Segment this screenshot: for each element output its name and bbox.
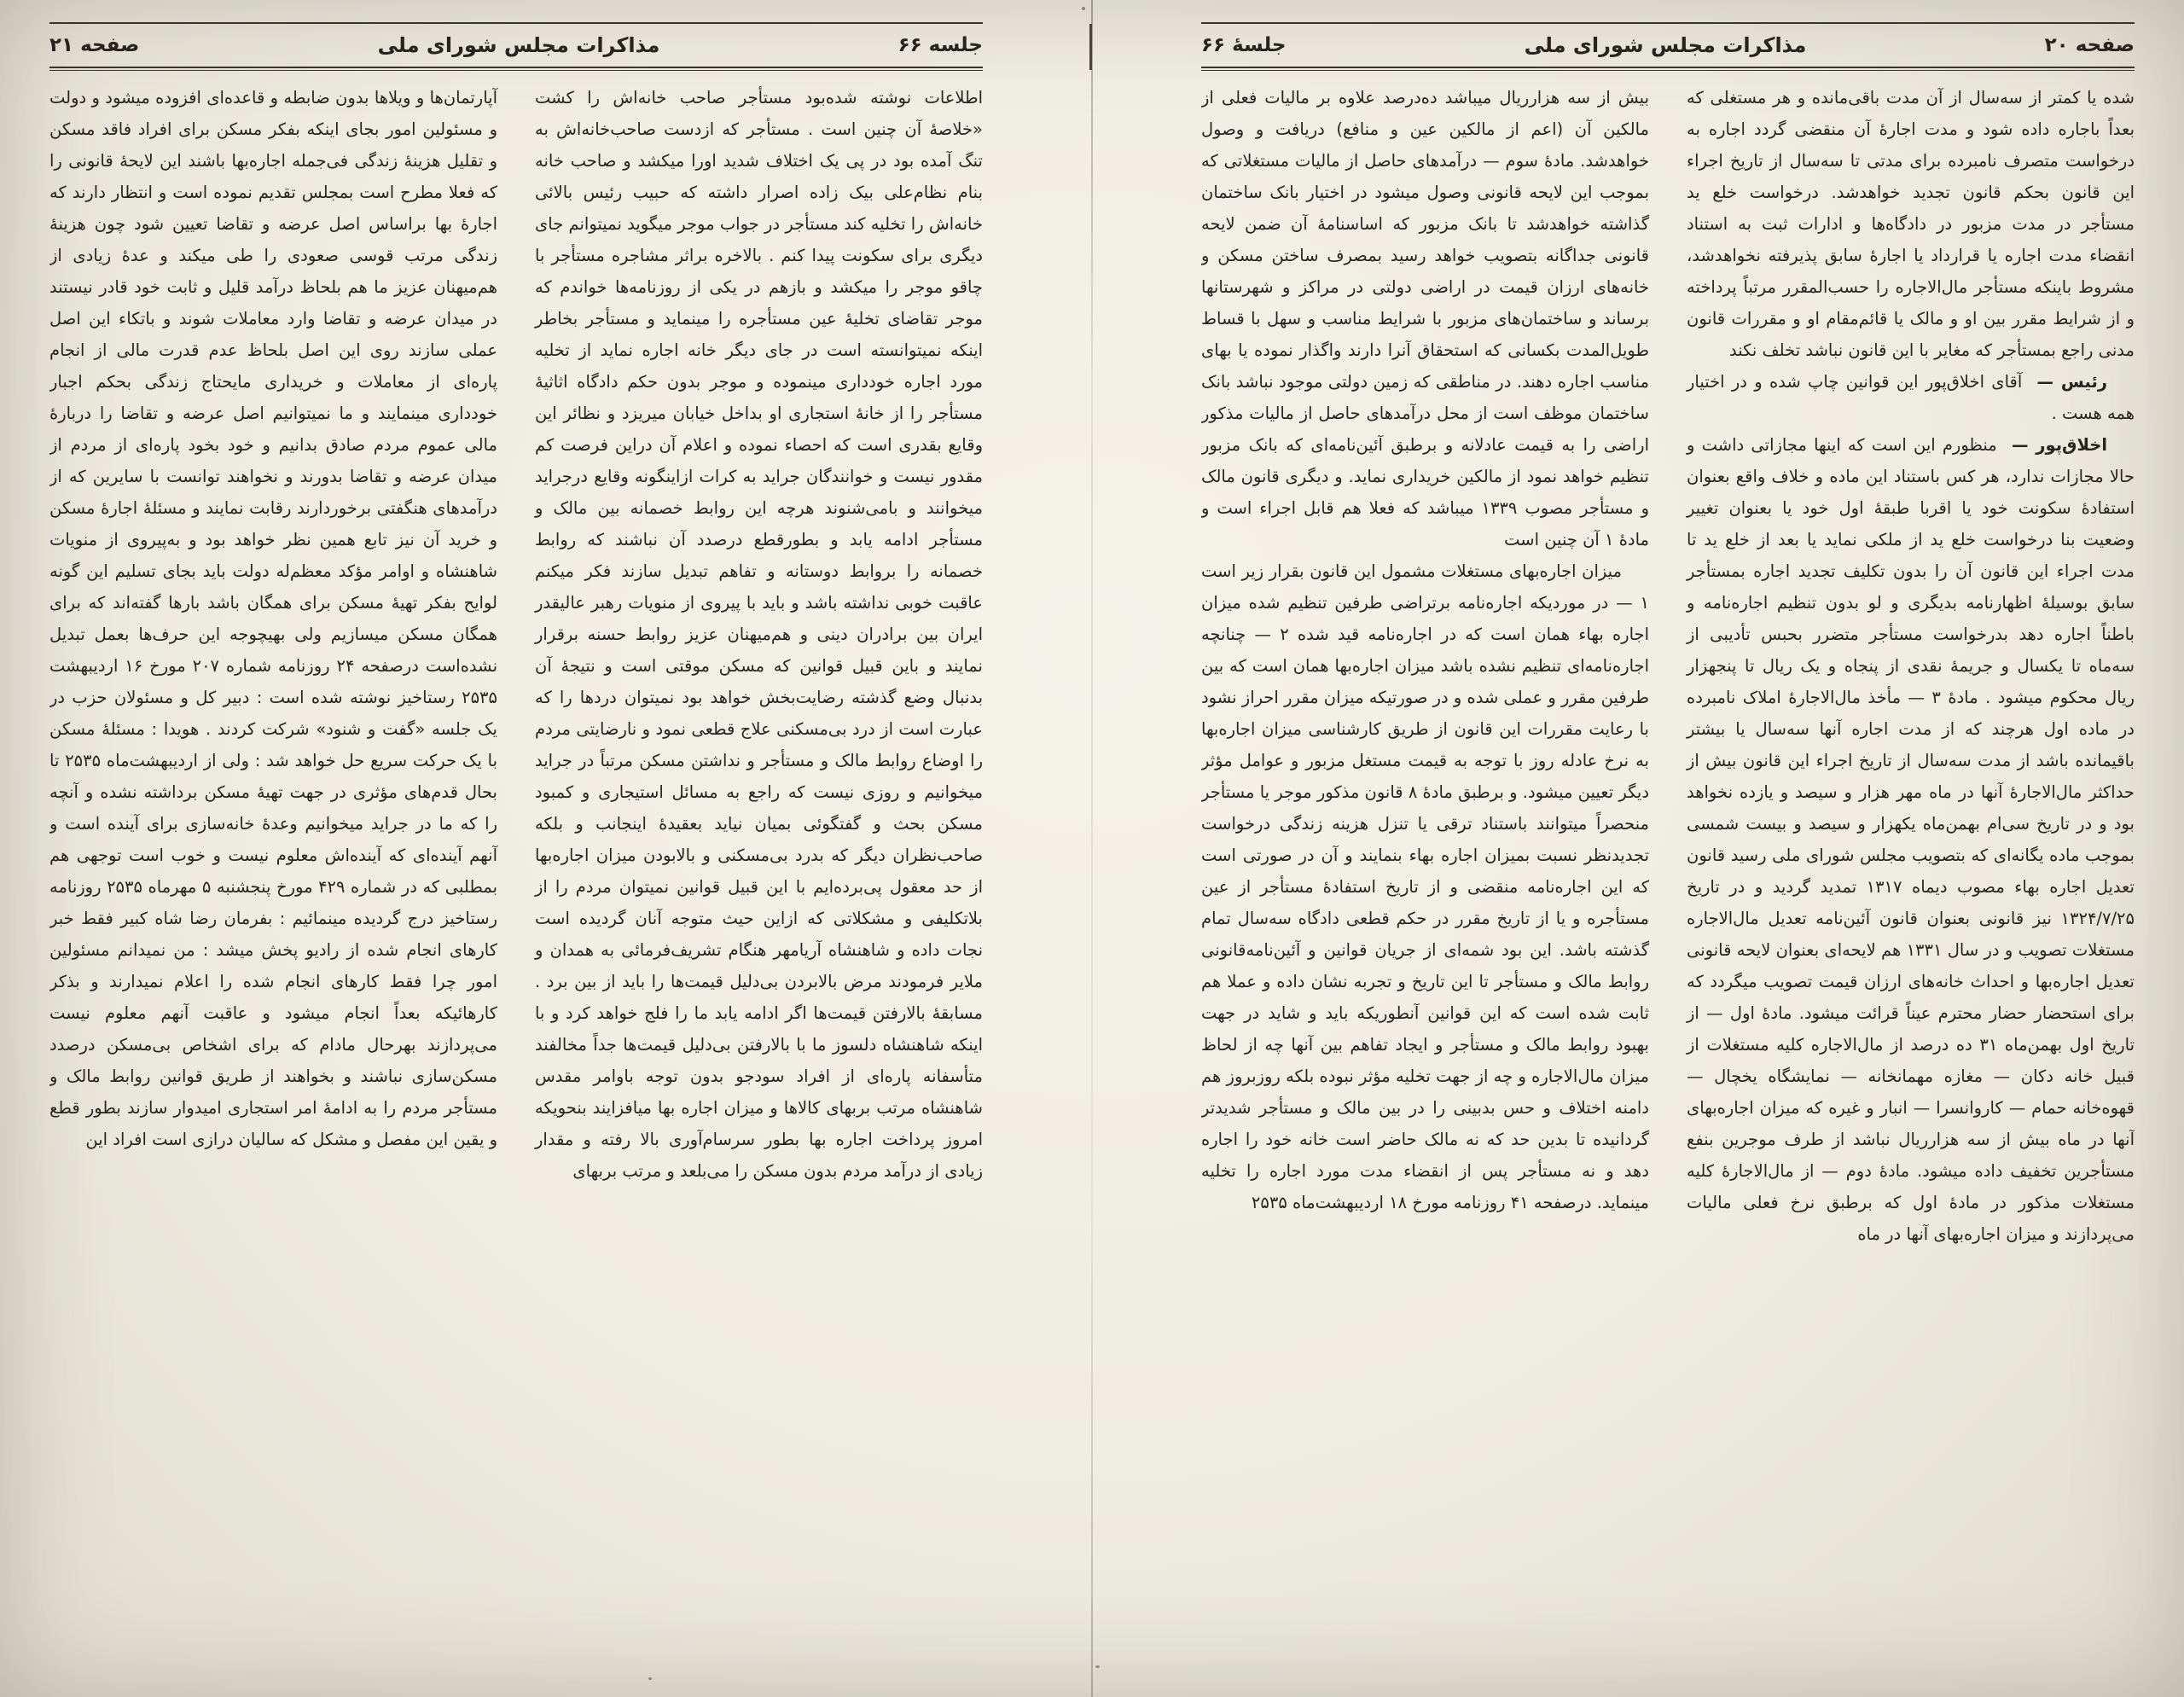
- text-column: [49, 82, 497, 1651]
- paragraph: [1201, 555, 1649, 1218]
- page-number: صفحه ۲۱: [49, 34, 140, 56]
- paragraph: [1687, 82, 2135, 366]
- page-20-header: [1201, 22, 2135, 68]
- paragraph: [49, 82, 497, 1155]
- scan-artifact: [648, 1677, 652, 1680]
- page-21-header: [49, 22, 983, 68]
- speaker-name: رئیس —: [2036, 372, 2107, 392]
- page-number: صفحه ۲۰: [2044, 34, 2135, 56]
- paragraph: [1201, 82, 1649, 555]
- journal-title: مذاکرات مجلس شورای ملی: [377, 33, 660, 57]
- page-20: [1092, 0, 2184, 1697]
- paragraph: [1687, 366, 2135, 429]
- page-21-columns: [49, 82, 983, 1651]
- journal-title: مذاکرات مجلس شورای ملی: [1524, 33, 1807, 57]
- paragraph-text: بیش از سه هزارریال میباشد ده‌درصد علاوه بر مالیات فعلی از مالکین آن (اعم از مالکین عین و منافع) دریافت و وصول خواهدشد. مادهٔ سوم — درآمدهای حاصل از مالیات مستغلاتی که بموجب این لایحه قانونی وصول میشود در اختیار بانک ساختمان گذاشته خواهدشد تا بانک مزبور که اساسنامهٔ آن ضمن لایحه قانونی جداگانه بتصویب خواهد رسید بمصرف ساختن مسکن و خانه‌های ارزان قیمت در اراضی دولتی در مراکز و شهرستانها برساند و ساختمان‌های مزبور با شرایط مناسب و سهل با قساط طویل‌المدت بکسانی که استحقاق آنرا دارند واگذار نموده یا بهای مناسب اجاره دهند. در مناطقی که زمین دولتی موجود نباشد بانک ساختمان موظف است از محل درآمدهای حاصل از مالیات مذکور اراضی را به قیمت عادلانه و برطبق آئین‌نامه‌ای که بانک مزبور تنظیم خواهد نمود از مالکین خریداری نماید. و دیگری قانون مالک و مستأجر مصوب ۱۳۳۹ میباشد که فعلا هم قابل اجراء است و مادهٔ ۱ آن چنین است: [1201, 88, 1649, 549]
- paragraph-text: اطلاعات نوشته شده‌بود مستأجر صاحب خانه‌اش را کشت «خلاصهٔ آن چنین است . مستأجر که ازدست صاحب‌خانه‌اش به تنگ آمده بود در پی یک اختلاف شدید اورا میکشد و صاحب خانه بنام نظام‌علی بیک زاده اصرار داشته که حبیب رئیس بالائی خانه‌اش را تخلیه کند مستأجر در جواب موجر میگوید نمیتوانم جای دیگری برای سکونت پیدا کنم . بالاخره براثر مشاجره مستأجر با چاقو موجر را میکشد و بازهم در یکی از روزنامه‌ها خواندم که موجر تقاضای تخلیهٔ عین مستأجره را مینماید و مستأجر بخاطر اینکه نمیتوانسته است در جای دیگر خانه اجاره نماید از تخلیه مورد اجاره خودداری مینموده و موجر بدون حکم دادگاه اثاثیهٔ مستأجر را از خانهٔ استجاری او بداخل خیابان میریزد و نظائر این وقایع بقدری است که احصاء نموده و اعلام آن دراین فرصت کم مقدور نیست و خوانندگان جراید به کرات ازاینگونه وقایع درجراید میخوانند و بامی‌شنوند هرچه این روابط خصمانه بین مالک و مستأجر ادامه یابد و بطورقطع درصدد آن نباشند که روابط خصمانه را بروابط دوستانه و تفاهم تبدیل سازند فکر میکنم عاقبت خوبی نداشته باشد و باید با پیروی از منویات رهبر عالیقدر ایران بین برادران دینی و هم‌میهنان عزیز روابط حسنه برقرار نمایند و باین قبیل قوانین که مسکن موقتی است و نتیجهٔ آن بدنبال وضع گذشته رضایت‌بخش خواهد بود نمیتوان دردها را که عبارت است از درد بی‌مسکنی علاج قطعی نمود و نارضایتی مردم را اوضاع روابط مالک و مستأجر و نداشتن مسکن مرتباً در جراید میخوانیم و روزی نیست که راجع به مسائل استیجاری و کمبود مسکن بحث و گفتگوئی بمیان نیاید بعقیدهٔ اینجانب و بلکه صاحب‌نظران دیگر که بدرد بی‌مسکنی و بالابودن میزان اجاره‌بها از حد معقول پی‌برده‌ایم با این قبیل قوانین نمیتوان مردم را از بلاتکلیفی و مشکلاتی که ازاین حیث متوجه آنان گردیده است نجات داده و شاهنشاه آریامهر هنگام تشریف‌فرمائی به همدان و ملایر فرمودند مرض بالابردن بی‌دلیل قیمت‌ها را باید از بین برد . مسابقهٔ بالارفتن قیمت‌ها اگر ادامه یابد ما را فلج خواهد کرد و با اینکه شاهنشاه دلسوز ما با بالارفتن بی‌دلیل قیمت‌ها جداً مخالفند متأسفانه پاره‌ای از افراد سودجو بدون توجه باوامر مقدس شاهنشاه مرتب بربهای کالاها و میزان اجاره بها میافزایند بنحویکه امروز پرداخت اجاره بها بطور سرسام‌آوری بالا رفته و مقدار زیادی از درآمد مردم بدون مسکن را می‌بلعد و مرتب بربهای: [535, 88, 983, 1181]
- paragraph-text: آپارتمان‌ها و ویلاها بدون ضابطه و قاعده‌ای افزوده میشود و دولت و مسئولین امور بجای اینکه بفکر مسکن برای افراد فاقد مسکن و تقلیل هزینهٔ زندگی فی‌جمله اجاره‌بها باشند این لایحهٔ قانونی را که فعلا مطرح است بمجلس تقدیم نموده است و انتظار دارند که اجارهٔ بها براساس اصل عرضه و تقاضا تعیین شود چون هزینهٔ زندگی مرتب قوسی صعودی را طی میکند و عدهٔ زیادی از هم‌میهنان عزیز ما هم بلحاظ درآمد قلیل و ثابت خود قادر نیستند در میدان عرضه و تقاضا وارد معاملات شوند و باتکاء این اصل عملی سازند روی این اصل بلحاظ عدم قدرت مالی از انجام پاره‌ای از معاملات و خریداری مایحتاج زندگی بحکم اجبار خودداری مینمایند و ما نمیتوانیم اصل عرضه و تقاضا را دربارهٔ مالی عموم مردم صادق بدانیم و خود بخود پاره‌ای از مردم از میدان عرضه و تقاضا بدورند و نخواهند توانست با سایرین که از درآمدهای هنگفتی برخوردارند رقابت نمایند و مسئلهٔ اجارهٔ مسکن و خرید آن نیز تابع همین نظر خواهد بود و به‌پیروی از منویات شاهنشاه و اوامر مؤکد معظم‌له دولت باید بجای تسلیم این گونه لوایح بفکر تهیهٔ مسکن برای همگان باشد بارها گفته‌اند که برای همگان مسکن میسازیم ولی بهیچوجه این حرف‌ها بعمل تبدیل نشده‌است درصفحه ۲۴ روزنامه شماره ۲۰۷ مورخ ۱۶ اردیبهشت ۲۵۳۵ رستاخیز نوشته شده است : دبیر کل و مسئولان حزب در یک جلسه «گفت و شنود» شرکت کردند . هویدا : مسئلهٔ مسکن با یک حرکت سریع حل خواهد شد : ولی از اردیبهشت‌ماه ۲۵۳۵ تا بحال قدم‌های مؤثری در جهت تهیهٔ مسکن برداشته نشده و آنچه را که ما در جراید میخوانیم وعدهٔ خانه‌سازی برای آینده است و آنهم آینده‌ای که آینده‌اش معلوم نیست و خوب است توجهی هم بمطلبی که در شماره ۴۲۹ مورخ پنجشنبه ۵ مهرماه ۲۵۳۵ روزنامه رستاخیز درج گردیده مینمائیم : بفرمان رضا شاه کبیر فقط خبر کارهای انجام شده از رادیو پخش میشد : من نمیدانم مسئولین امور چرا فقط کارهای انجام شده را اعلام نمیدارند و بذکر کارهائیکه بعداً انجام میشود و عاقبت آنهم معلوم نیست می‌پردازند بهرحال مادام که برای اشخاص بی‌مسکن درصدد مسکن‌سازی نباشند و بخواهند از طریق قوانین روابط مالک و مستأجر مردم را به ادامهٔ امر استجاری امیدوار سازند بطور قطع و یقین این مفصل و مشکل که سالیان درازی است افراد این: [49, 88, 498, 1149]
- paragraph-text: میزان اجاره‌بهای مستغلات مشمول این قانون بقرار زیر است ۱ — در موردیکه اجاره‌نامه برتراضی طرفین تنظیم شده میزان اجاره بهاء همان است که در اجاره‌نامه قید شده ۲ — چنانچه اجاره‌نامه‌ای تنظیم نشده باشد میزان اجاره‌بها همان است که بین طرفین مقرر و عملی شده و در صورتیکه میزان مقرر احراز نشود با رعایت مقررات این قانون از طریق کارشناسی میزان اجاره‌بها به نرخ عادله روز با توجه به قیمت مستغل مزبور و عوامل مؤثر دیگر تعیین میشود. و برطبق مادهٔ ۸ قانون مذکور موجر یا مستأجر منحصراً میتوانند باستناد ترقی یا تنزل هزینه زندگی درخواست تجدیدنظر نسبت بمیزان اجاره بهاء بنمایند و آن در صورتی است که این اجاره‌نامه منقضی و از تاریخ استفادهٔ مستأجر از عین مستأجره و یا از تاریخ مقرر در حکم قطعی دادگاه سه‌سال تمام گذشته باشد. این بود شمه‌ای از جریان قوانین و آئین‌نامه‌قانونی روابط مالک و مستأجر تا این تاریخ و تجربه نشان داده و عملا هم ثابت شده است که این قوانین آنطوریکه باید و شاید در جهت بهبود روابط مالک و مستأجر و ایجاد تفاهم بین آنها چه از لحاظ میزان مال‌الاجاره و چه از جهت تخلیه مؤثر نبوده بلکه روزبروز هم دامنه اختلاف و حس بدبینی را در بین مالک و مستأجر شدیدتر گردانیده تا بدین حد که نه مالک حاضر است خانه خود را اجاره دهد و نه مستأجر پس از انقضاء مدت مورد اجاره را تخلیه مینماید. درصفحه ۴۱ روزنامه مورخ ۱۸ اردیبهشت‌ماه ۲۵۳۵: [1201, 561, 1650, 1212]
- text-column: [535, 82, 983, 1651]
- speaker-name: اخلاق‌پور —: [2011, 435, 2108, 455]
- page-20-columns: [1201, 82, 2135, 1651]
- session-label: جلسهٔ ۶۶: [1201, 34, 1287, 56]
- paragraph-text: شده یا کمتر از سه‌سال از آن مدت باقی‌مانده و هر مستغلی که بعداً باجاره داده شود و مدت اجارهٔ آن منقضی گردد اجاره به درخواست متصرف نامبرده برای مدتی تا سه‌سال از تاریخ اجراء این قانون بحکم قانون تجدید خواهدشد. درخواست خلع ید مستأجر در مدت مزبور در دادگاه‌ها و ادارات ثبت به استناد انقضاء مدت اجاره یا قرارداد یا اجارهٔ سابق پذیرفته نخواهدشد، مشروط باینکه مستأجر مال‌الاجاره را حسب‌المقرر مرتباً پرداخته و از شرایط مقرر بین او و مالک یا قائم‌مقام او و مقررات قانون مدنی راجع بمستأجر که مغایر با این قانون نباشد تخلف نکند: [1687, 88, 2135, 360]
- scan-artifact: [1082, 7, 1085, 10]
- fold-mark: [1089, 24, 1092, 70]
- paragraph: [535, 82, 983, 1187]
- paragraph-text: آقای اخلاق‌پور این قوانین چاپ شده و در اختیار همه هست .: [1687, 372, 2135, 423]
- page-fold-line: [1091, 0, 1093, 1697]
- paragraph-text: منظورم این است که اینها مجازاتی داشت و حالا مجازات ندارد، هر کس باستناد این ماده و خلاف واقع بعنوان استفادهٔ سکونت خود یا اقربا طبقهٔ اول خود یا بعنوان تغییر وضعیت بنا درخواست خلع ید از ملکی نماید یا بعد از خلع ید تا مدت اجراء این قانون آن را بدون تکلیف تجدید اجاره بمستأجر سابق بوسیلهٔ اظهارنامه بدیگری و لو بدون تنظیم اجاره‌نامه و باطناً اجاره دهد بدرخواست مستأجر متضرر بحبس تأدیبی از سه‌ماه تا یکسال و جریمهٔ نقدی از پنجاه و یک ریال تا پنجهزار ریال محکوم میشود . مادهٔ ۳ — مأخذ مال‌الاجارهٔ املاک نامبرده در ماده اول هرچند که از مدت اجاره آنها سه‌سال یا بیشتر باقیمانده باشد از مدت سه‌سال از تاریخ اجراء این قانون بیش از حداکثر مال‌الاجارهٔ آنها در ماه مهر هزار و سیصد و یازده نخواهد بود و در تاریخ سی‌ام بهمن‌ماه یکهزار و سیصد و بیست شمسی بموجب ماده یگانه‌ای که بتصویب مجلس شورای ملی رسید قانون تعدیل اجاره بهاء مصوب دیماه ۱۳۱۷ تمدید گردید و در تاریخ ۱۳۲۴/۷/۲۵ نیز قانونی بعنوان قانون آئین‌نامه تعدیل مال‌الاجاره مستغلات تصویب و در سال ۱۳۳۱ هم لایحه‌ای بعنوان لایحه قانونی تعدیل اجاره‌بها و احداث خانه‌های ارزان قیمت تصویب میگردد که برای استحضار حضار محترم عیناً قرائت میشود. مادهٔ اول — از تاریخ اول بهمن‌ماه ۳۱ ده درصد از مال‌الاجاره کلیه مستغلات از قبیل خانه دکان — مغازه مهمانخانه — نمایشگاه یخچال — قهوه‌خانه حمام — کاروانسرا — انبار و غیره که میزان اجاره‌بهای آنها در ماه بیش از سه هزارریال نباشد از طرف موجرین بنفع مستأجرین تخفیف داده میشود. مادهٔ دوم — از مال‌الاجارهٔ کلیه مستغلات مذکور در مادهٔ اول که برطبق نرخ فعلی مالیات می‌پردازند و میزان اجاره‌بهای آنها در ماه: [1687, 435, 2135, 1244]
- paragraph: [1687, 429, 2135, 1250]
- text-column: [1201, 82, 1649, 1651]
- scan-artifact: [1095, 1665, 1100, 1668]
- text-column: [1687, 82, 2135, 1651]
- session-label: جلسه ۶۶: [897, 34, 983, 56]
